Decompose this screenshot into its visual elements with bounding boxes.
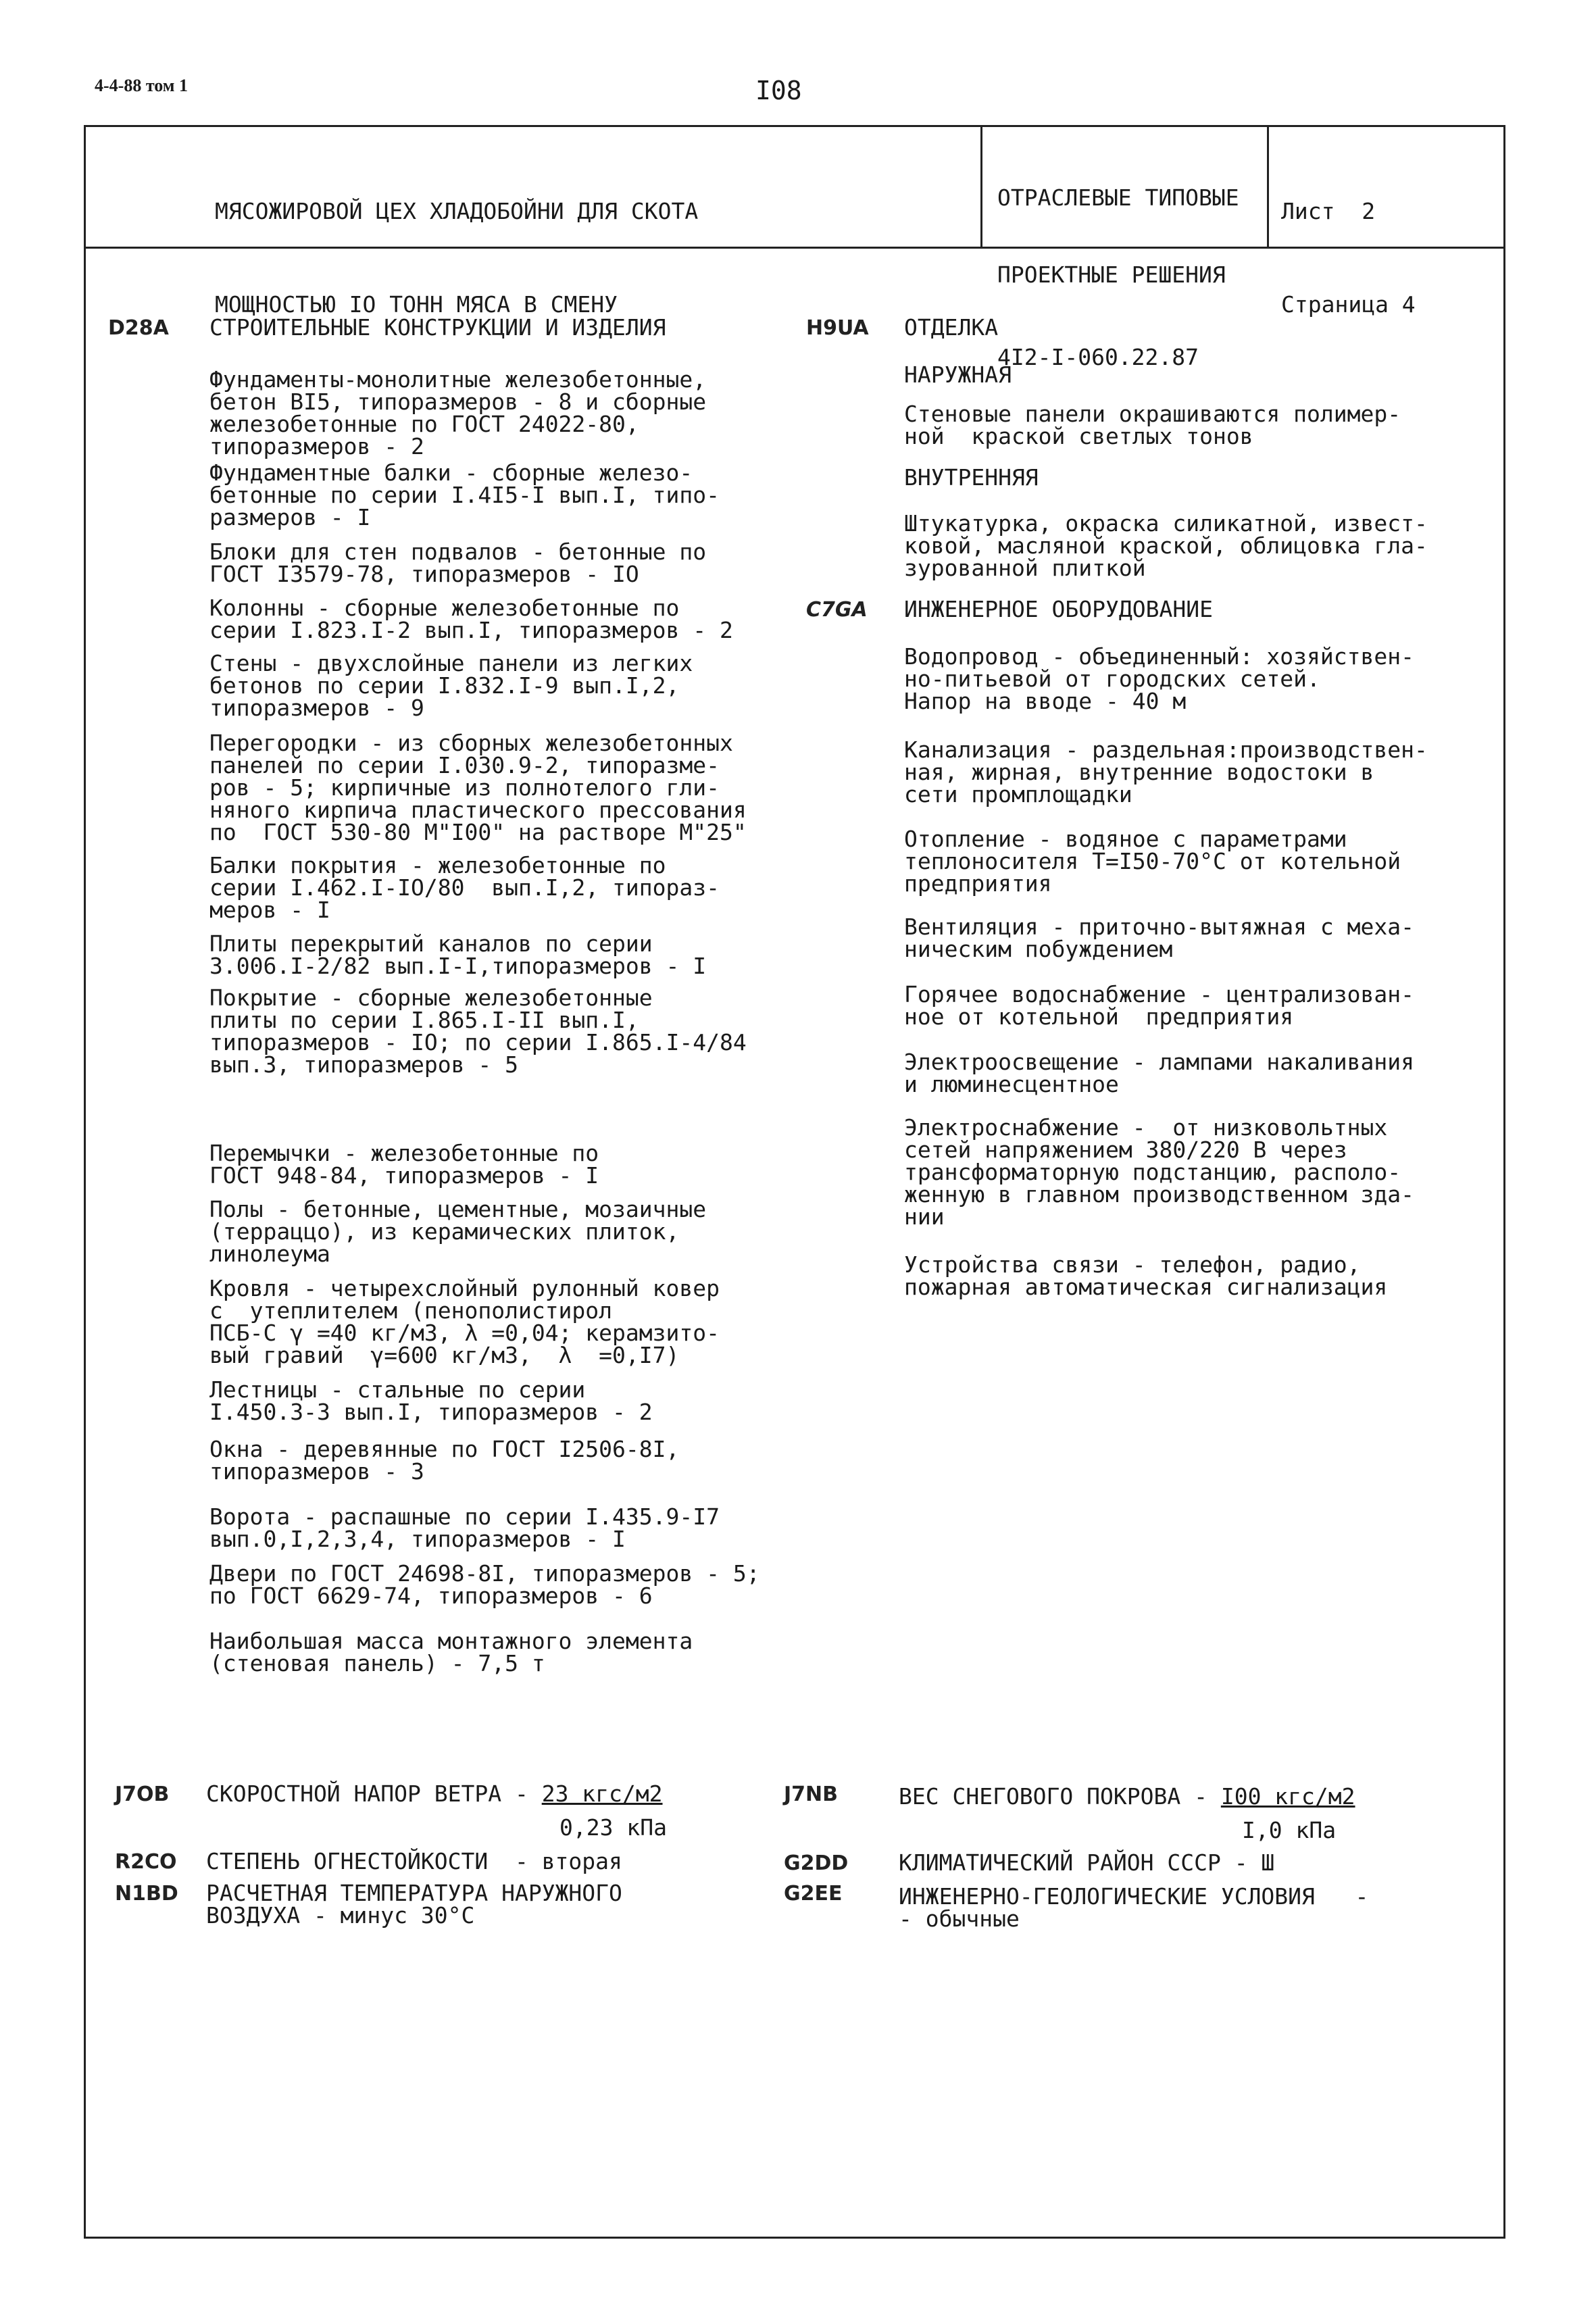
- parameter-code: R2CO: [115, 1850, 177, 1874]
- list-item: Покрытие - сборные железобетонные плиты по серии I.865.I-II вып.I, типоразмеров - IO; по серии I.865.I-4/84 вып.3, типоразмеров - 5: [209, 985, 747, 1078]
- page-label: Страница 4: [1281, 291, 1416, 318]
- section-code: D28A: [108, 316, 169, 340]
- project-title-line: МЯСОЖИРОВОЙ ЦЕХ ХЛАДОБОЙНИ ДЛЯ СКОТА: [215, 198, 699, 224]
- series-line: ОТРАСЛЕВЫЕ ТИПОВЫЕ: [997, 184, 1239, 211]
- list-item: Канализация - раздельная:производствен- ная, жирная, внутренние водостоки в сети промплощадки: [904, 737, 1428, 807]
- wind-pressure-label: СКОРОСТНОЙ НАПОР ВЕТРА -: [206, 1781, 542, 1807]
- parameter-code: G2EE: [784, 1882, 843, 1906]
- list-item: Горячее водоснабжение - централизован- ное от котельной предприятия: [904, 981, 1414, 1030]
- snow-load-value: I00 кгс/м2: [1220, 1783, 1355, 1810]
- list-item: Перегородки - из сборных железобетонных панелей по серии I.030.9-2, типоразме- ров - 5; кирпичные из полнотелого гли- няного кирпича пластического прессования по ГОСТ 530-80 М"I00" на растворе М"25": [209, 730, 747, 845]
- wind-pressure-value-kpa: 0,23 кПа: [559, 1814, 667, 1841]
- sheet-number: Лист 2: [1281, 198, 1376, 224]
- list-item: Вентиляция - приточно-вытяжная с меха- ническим побуждением: [904, 914, 1414, 962]
- snow-load-value-kpa: I,0 кПа: [1242, 1817, 1337, 1843]
- list-item: Блоки для стен подвалов - бетонные по ГОСТ I3579-78, типоразмеров - IO: [209, 539, 707, 587]
- parameter-code: J7NB: [784, 1783, 839, 1806]
- list-item: Устройства связи - телефон, радио, пожарная автоматическая сигнализация: [904, 1251, 1388, 1300]
- list-item: Полы - бетонные, цементные, мозаичные (терраццо), из керамических плиток, линолеума: [209, 1196, 707, 1267]
- list-item: Лестницы - стальные по серии I.450.3-3 вып.I, типоразмеров - 2: [209, 1376, 653, 1425]
- section-heading-engineering: ИНЖЕНЕРНОЕ ОБОРУДОВАНИЕ: [904, 596, 1213, 622]
- wind-pressure-value: 23 кгс/м2: [541, 1781, 663, 1807]
- subheading-exterior: НАРУЖНАЯ: [904, 362, 1012, 388]
- climate-region: КЛИМАТИЧЕСКИЙ РАЙОН СССР - Ш: [899, 1849, 1275, 1876]
- page-number: I08: [755, 76, 802, 105]
- list-item: Колонны - сборные железобетонные по серии I.823.I-2 вып.I, типоразмеров - 2: [209, 595, 733, 643]
- project-title-line: МОЩНОСТЬЮ IO ТОНН МЯСА В СМЕНУ: [215, 291, 618, 318]
- list-item: Балки покрытия - железобетонные по серии I.462.I-IO/80 вып.I,2, типораз- меров - I: [209, 852, 720, 923]
- title-block-divider: [980, 125, 982, 247]
- finishing-exterior-text: Стеновые панели окрашиваются полимер- ной краской светлых тонов: [904, 401, 1401, 449]
- document-reference: 4-4-88 том 1: [95, 76, 188, 95]
- list-item: Отопление - водяное с параметрами теплоносителя Т=I50-70°С от котельной предприятия: [904, 826, 1401, 897]
- list-item: Наибольшая масса монтажного элемента (стеновая панель) - 7,5 т: [209, 1628, 693, 1676]
- series-block: [997, 134, 1239, 396]
- list-item: Ворота - распашные по серии I.435.9-I7 вып.0,I,2,3,4, типоразмеров - I: [209, 1503, 720, 1552]
- list-item: Окна - деревянные по ГОСТ I2506-8I, типоразмеров - 3: [209, 1436, 680, 1485]
- parameter-code: N1BD: [115, 1882, 178, 1906]
- parameter-code: J7OB: [115, 1783, 170, 1806]
- list-item: Перемычки - железобетонные по ГОСТ 948-84, типоразмеров - I: [209, 1140, 599, 1189]
- subheading-interior: ВНУТРЕННЯЯ: [904, 464, 1039, 491]
- geological-conditions: ИНЖЕНЕРНО-ГЕОЛОГИЧЕСКИЕ УСЛОВИЯ - - обычные: [899, 1883, 1369, 1932]
- section-code: H9UA: [806, 316, 869, 340]
- list-item: Стены - двухслойные панели из легких бетонов по серии I.832.I-9 вып.I,2, типоразмеров - 9: [209, 650, 693, 721]
- design-temperature: РАСЧЕТНАЯ ТЕМПЕРАТУРА НАРУЖНОГО ВОЗДУХА - минус 30°С: [206, 1880, 622, 1928]
- section-code: C7GA: [806, 598, 868, 622]
- list-item: Кровля - четырехслойный рулонный ковер с утеплителем (пенополистирол ПСБ-С γ =40 кг/м3, λ =0,04; керамзито- вый гравий γ=600 кг/м3, λ =0,I7): [209, 1275, 720, 1368]
- list-item: Водопровод - объединенный: хозяйствен- но-питьевой от городских сетей. Напор на вводе - 40 м: [904, 643, 1414, 714]
- parameter-code: G2DD: [784, 1851, 849, 1875]
- fire-resistance: СТЕПЕНЬ ОГНЕСТОЙКОСТИ - вторая: [206, 1848, 622, 1874]
- title-block-divider: [1267, 125, 1269, 247]
- list-item: Электроснабжение - от низковольтных сетей напряжением 380/220 В через трансформаторную подстанцию, располо- женную в главном производственном зда- нии: [904, 1114, 1414, 1230]
- series-code: 4I2-I-060.22.87: [997, 344, 1199, 370]
- wind-pressure: [206, 1783, 663, 1805]
- list-item: Электроосвещение - лампами накаливания и люминесцентное: [904, 1049, 1414, 1097]
- list-item: Двери по ГОСТ 24698-8I, типоразмеров - 5; по ГОСТ 6629-74, типоразмеров - 6: [209, 1560, 760, 1609]
- snow-load-label: ВЕС СНЕГОВОГО ПОКРОВА -: [899, 1783, 1221, 1810]
- series-line: ПРОЕКТНЫЕ РЕШЕНИЯ: [997, 262, 1226, 288]
- list-item: Фундаментные балки - сборные железо- бетонные по серии I.4I5-I вып.I, типо- размеров - I: [209, 459, 720, 530]
- list-item: Плиты перекрытий каналов по серии 3.006.I-2/82 вып.I-I,типоразмеров - I: [209, 930, 707, 979]
- finishing-interior-text: Штукатурка, окраска силикатной, извест- ковой, масляной краской, облицовка гла- зурованной плиткой: [904, 510, 1428, 581]
- list-item: Фундаменты-монолитные железобетонные, бетон BI5, типоразмеров - 8 и сборные железобетонные по ГОСТ 24022-80, типоразмеров - 2: [209, 366, 707, 459]
- sheet-block: [1281, 134, 1416, 351]
- snow-load: [899, 1785, 1355, 1808]
- section-heading-finishing: ОТДЕЛКА: [904, 314, 999, 341]
- section-heading-structures: СТРОИТЕЛЬНЫЕ КОНСТРУКЦИИ И ИЗДЕЛИЯ: [209, 314, 666, 341]
